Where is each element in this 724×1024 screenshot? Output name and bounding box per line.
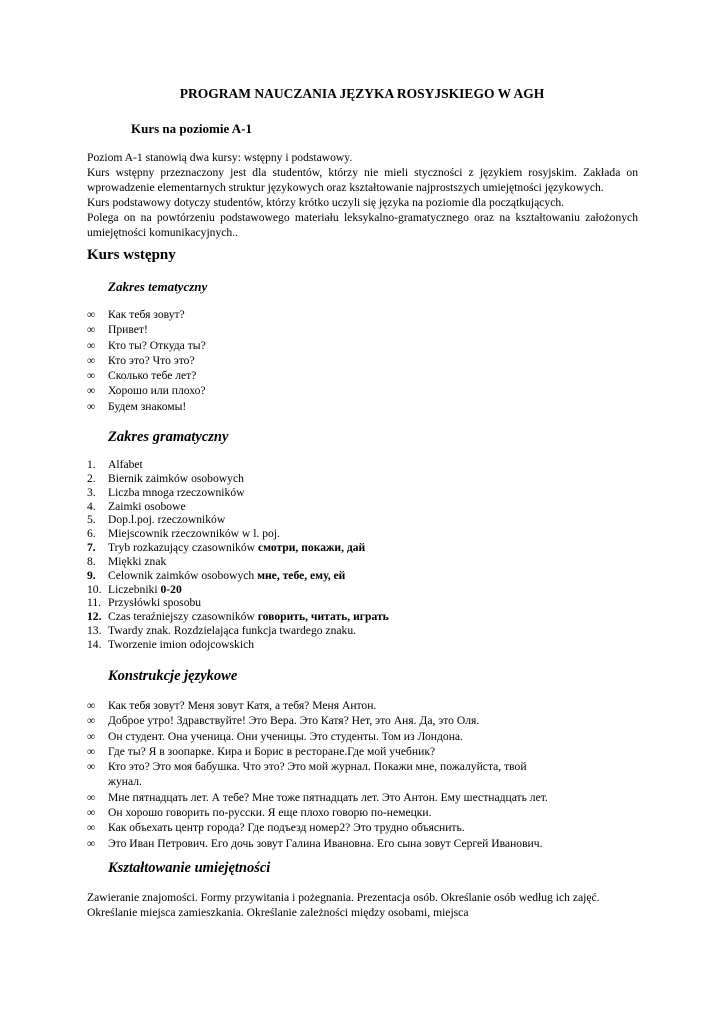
list-item: ∞ Привет!: [87, 323, 148, 337]
list-item: ∞ Кто это? Это моя бабушка. Что это? Это мой журнал. Покажи мне, пожалуйста, твой жунал.: [87, 760, 527, 789]
list-item: 11. Przysłówki sposobu: [87, 596, 202, 610]
list-item: 8. Miękki znak: [87, 554, 167, 568]
list-item: 1. Alfabet: [87, 458, 143, 471]
list-item: ∞ Он студент. Она ученица. Они ученицы. Это студенты. Том из Лондона.: [87, 729, 463, 743]
list-item: 9. Celownik zaimków osobowych мне, тебе, ему, ей: [87, 568, 346, 582]
list-item: 2. Biernik zaimków osobowych: [87, 471, 244, 485]
page-title: PROGRAM NAUCZANIA JĘZYKA ROSYJSKIEGO W AGH: [179, 86, 545, 101]
list-item: 6. Miejscownik rzeczowników w l. poj.: [87, 527, 280, 541]
bullet-infinity-icon: ∞: [87, 760, 96, 774]
list-item: ∞ Доброе утро! Здравствуйте! Это Вера. Это Катя? Нет, это Аня. Да, это Оля.: [87, 714, 480, 728]
intro-line: Polega on na powtórzeniu podstawowego materiału leksykalno-gramatycznego oraz na kształtowaniu założonych umiejętności komunikacyjnych..: [87, 211, 638, 239]
course-heading: Kurs wstępny: [87, 247, 176, 263]
list-item: 14. Tworzenie imion odojcowskich: [87, 637, 255, 651]
thematic-list: [87, 307, 206, 414]
intro-line: Poziom A-1 stanowią dwa kursy: wstępny i podstawowy.: [87, 151, 353, 164]
list-item: ∞ Хорошо или плохо?: [87, 384, 206, 398]
list-item: ∞ Где ты? Я в зоопарке. Кира и Борис в ресторане.Где мой учебник?: [87, 744, 436, 758]
bullet-infinity-icon: ∞: [87, 744, 96, 758]
list-item: ∞ Он хорошо говорить по-русски. Я еще плохо говорю по-немецки.: [87, 806, 432, 820]
grammar-list: [87, 458, 389, 652]
intro-line: Kurs wstępny przeznaczony jest dla studentów, którzy nie mieli styczności z językiem rosyjskim. Zakłada on wprowadzenie elementarnych struktur językowych oraz kształtowanie najprostszych umiejętności językowych.: [87, 166, 638, 194]
constructions-heading: Konstrukcje językowe: [108, 668, 238, 684]
bullet-infinity-icon: ∞: [87, 836, 96, 850]
list-item: ∞ Как тебя зовут? Меня зовут Катя, а тебя? Меня Антон.: [87, 699, 377, 712]
list-item: ∞ Как тебя зовут?: [87, 308, 185, 321]
list-item: 10. Liczebniki 0-20: [87, 582, 182, 596]
skills-line: Zawieranie znajomości. Formy przywitania i pożegnania. Prezentacja osób. Określanie osób według ich zajęć.: [87, 891, 600, 904]
list-item: 12. Czas teraźniejszy czasowników говорить, читать, играть: [87, 610, 389, 624]
list-item: 5. Dop.l.poj. rzeczowników: [87, 513, 226, 527]
grammar-heading: Zakres gramatyczny: [108, 429, 229, 445]
list-item: ∞ Кто это? Что это?: [87, 353, 195, 367]
list-item: 13. Twardy znak. Rozdzielająca funkcja twardego znaku.: [87, 624, 357, 638]
bullet-infinity-icon: ∞: [87, 353, 96, 367]
bullet-infinity-icon: ∞: [87, 338, 96, 352]
list-item: ∞ Это Иван Петрович. Его дочь зовут Галина Ивановна. Его сына зовут Сергей Иванович.: [87, 836, 543, 850]
skills-heading: Kształtowanie umiejętności: [108, 860, 271, 876]
list-item: 4. Zaimki osobowe: [87, 499, 186, 513]
skills-paragraph: [87, 890, 638, 920]
constructions-list: [87, 698, 548, 851]
bullet-infinity-icon: ∞: [87, 729, 96, 743]
bullet-infinity-icon: ∞: [87, 821, 96, 835]
list-item: ∞ Кто ты? Откуда ты?: [87, 338, 206, 352]
list-item: ∞ Будем знакомы!: [87, 399, 187, 413]
list-item: 3. Liczba mnoga rzeczowników: [87, 485, 245, 499]
bullet-infinity-icon: ∞: [87, 699, 96, 712]
bullet-infinity-icon: ∞: [87, 714, 96, 728]
bullet-infinity-icon: ∞: [87, 308, 96, 321]
list-item: 7. Tryb rozkazujący czasowników смотри, покажи, дай: [87, 541, 366, 555]
intro-paragraph: [87, 150, 638, 240]
bullet-infinity-icon: ∞: [87, 399, 96, 413]
bullet-infinity-icon: ∞: [87, 806, 96, 820]
bullet-infinity-icon: ∞: [87, 323, 96, 337]
bullet-infinity-icon: ∞: [87, 384, 96, 398]
skills-line: Określanie miejsca zamieszkania. Określanie zależności między osobami, miejsca: [87, 906, 469, 919]
thematic-heading: Zakres tematyczny: [108, 279, 208, 294]
list-item: ∞ Мне пятнадцать лет. А тебе? Мне тоже пятнадцать лет. Это Антон. Ему шестнадцать лет.: [87, 790, 548, 804]
list-item: ∞ Сколько тебе лет?: [87, 369, 197, 383]
intro-line: Kurs podstawowy dotyczy studentów, którzy krótko uczyli się języka na poziomie dla początkujących.: [87, 196, 565, 209]
list-item: ∞ Как объехать центр города? Где подъезд номер2? Это трудно объяснить.: [87, 821, 465, 835]
bullet-infinity-icon: ∞: [87, 369, 96, 383]
level-subtitle: Kurs na poziomie A-1: [131, 121, 252, 136]
bullet-infinity-icon: ∞: [87, 790, 96, 804]
